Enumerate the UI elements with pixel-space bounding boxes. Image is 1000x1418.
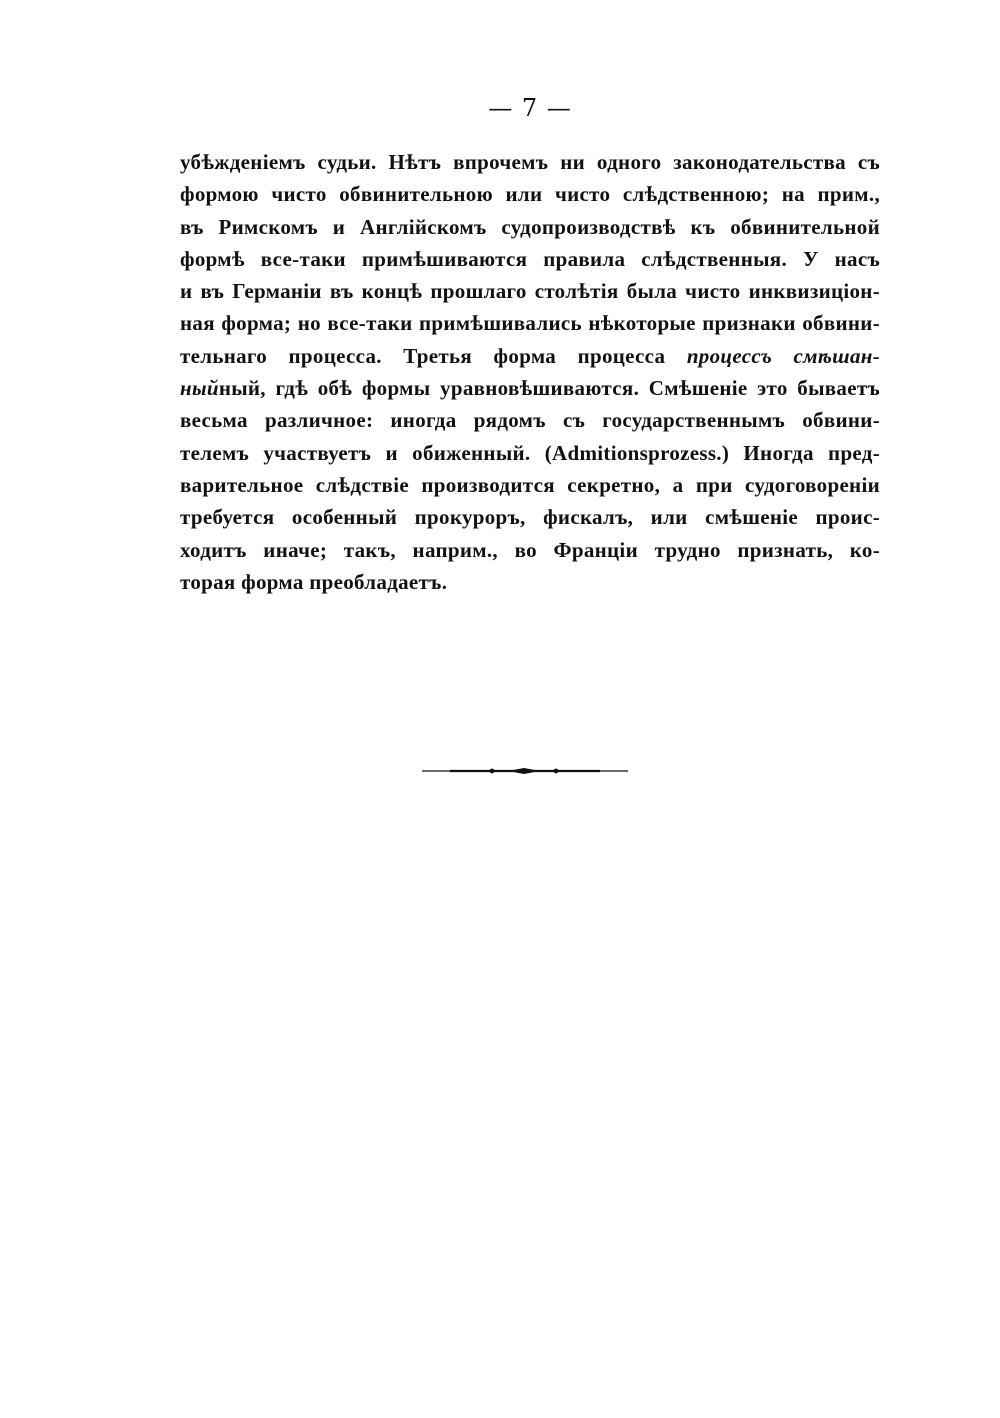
- text-line-8: [180, 372, 880, 404]
- text-line-8-regular: ный, гдѣ обѣ формы уравновѣшиваются. Смѣшеніе это бываетъ: [218, 376, 880, 401]
- text-line-4: формѣ все-таки примѣшиваются правила слѣдственныя. У насъ: [180, 246, 880, 271]
- text-line-3: въ Римскомъ и Англійскомъ судопроизводствѣ къ обвинительной: [180, 214, 880, 239]
- text-line-7: [180, 340, 880, 372]
- page-number: — 7 —: [488, 94, 572, 122]
- text-line-1: убѣжденіемъ судьи. Нѣтъ впрочемъ ни одного законодательства съ: [180, 150, 880, 174]
- italic-term-mixed-process: процессъ смѣшан-: [686, 343, 880, 368]
- text-line-7-regular: тельнаго процесса. Третья форма процесса: [180, 343, 687, 368]
- text-line-9: весьма различное: иногда рядомъ съ государственнымъ обвини-: [180, 408, 880, 433]
- text-line-2: формою чисто обвинительною или чисто слѣдственною; на прим.,: [180, 182, 880, 207]
- text-line-13: ходитъ иначе; такъ, наприм., во Франціи трудно признать, ко-: [180, 537, 880, 562]
- text-line-11: варительное слѣдствіе производится секретно, а при судоговореніи: [180, 472, 880, 497]
- text-line-5: и въ Германіи въ концѣ прошлаго столѣтія была чисто инквизицiон-: [180, 279, 880, 304]
- text-line-12: требуется особенный прокуроръ, фискалъ, или смѣшеніе проис-: [180, 505, 880, 530]
- body-paragraph: [180, 146, 880, 598]
- text-line-14: торая форма преобладаетъ.: [180, 569, 448, 594]
- italic-term-continuation: ный: [180, 376, 219, 401]
- text-line-6: ная форма; но все-таки примѣшивались нѣкоторые признаки обвини-: [180, 311, 880, 336]
- text-line-10: телемъ участвуетъ и обиженный. (Admitionsprozess.) Иногда пред-: [180, 440, 880, 465]
- section-end-ornament: [420, 763, 630, 779]
